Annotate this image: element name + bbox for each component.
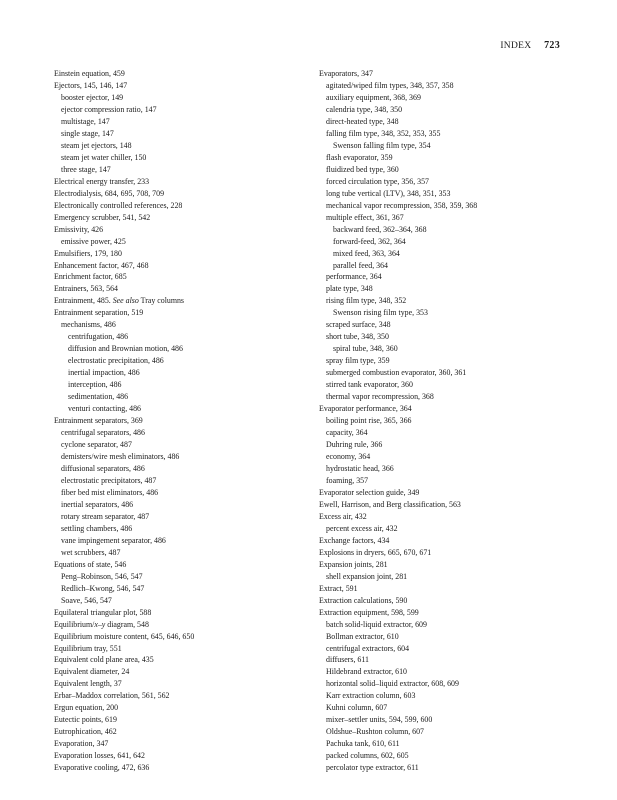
index-subentry: venturi contacting, 486 bbox=[68, 404, 141, 414]
index-subentry: diffusion and Brownian motion, 486 bbox=[68, 344, 183, 354]
index-column-right bbox=[319, 68, 569, 774]
index-entry: Exchange factors, 434 bbox=[319, 535, 390, 545]
index-subentry: direct-heated type, 348 bbox=[326, 116, 399, 126]
index-subentry: capacity, 364 bbox=[326, 428, 368, 438]
index-subentry: packed columns, 602, 605 bbox=[326, 751, 409, 761]
index-entry: Equivalent diameter, 24 bbox=[54, 667, 130, 677]
index-entry: Evaporative cooling, 472, 636 bbox=[54, 763, 150, 773]
index-subentry: falling film type, 348, 352, 353, 355 bbox=[326, 128, 441, 138]
index-subentry: performance, 364 bbox=[326, 272, 382, 282]
index-entry: Electronically controlled references, 228 bbox=[54, 200, 183, 210]
index-subentry: Peng–Robinson, 546, 547 bbox=[61, 571, 143, 581]
index-subentry: steam jet water chiller, 150 bbox=[61, 152, 147, 162]
index-subentry: forward-feed, 362, 364 bbox=[333, 236, 406, 246]
index-entry: Equilibrium moisture content, 645, 646, 650 bbox=[54, 631, 195, 641]
index-subentry: fiber bed mist eliminators, 486 bbox=[61, 487, 159, 497]
index-subentry: ejector compression ratio, 147 bbox=[61, 104, 157, 114]
index-subentry: multistage, 147 bbox=[61, 116, 110, 126]
index-subentry: diffusional separators, 486 bbox=[61, 463, 145, 473]
index-entry: Einstein equation, 459 bbox=[54, 69, 125, 78]
index-subentry: hydrostatic head, 366 bbox=[326, 463, 394, 473]
index-subentry: spray film type, 359 bbox=[326, 356, 390, 366]
index-subentry: percolator type extractor, 611 bbox=[326, 763, 419, 773]
index-subentry: batch solid-liquid extractor, 609 bbox=[326, 619, 427, 629]
index-entry: Eutectic points, 619 bbox=[54, 715, 117, 725]
index-entry: Evaporators, 347 bbox=[319, 69, 373, 78]
index-subentry: settling chambers, 486 bbox=[61, 523, 133, 533]
index-entry: Entrainment separators, 369 bbox=[54, 416, 143, 426]
index-subentry: auxiliary equipment, 368, 369 bbox=[326, 92, 421, 102]
index-subentry: mechanical vapor recompression, 358, 359, 368 bbox=[326, 200, 478, 210]
index-entry: Expansion joints, 281 bbox=[319, 559, 388, 569]
index-subentry: emissive power, 425 bbox=[61, 236, 126, 246]
index-entry: Ewell, Harrison, and Berg classification, 563 bbox=[319, 499, 461, 509]
index-subentry: centrifugal separators, 486 bbox=[61, 428, 145, 438]
index-subentry: horizontal solid–liquid extractor, 608, 609 bbox=[326, 679, 459, 689]
index-subentry: boiling point rise, 365, 366 bbox=[326, 416, 412, 426]
index-entry: Entrainment separation, 519 bbox=[54, 308, 144, 318]
index-subentry: inertial impaction, 486 bbox=[68, 368, 140, 378]
index-subentry: rotary stream separator, 487 bbox=[61, 511, 150, 521]
section-title: INDEX bbox=[500, 41, 532, 51]
index-entry: Equilibrium/x–y diagram, 548 bbox=[54, 619, 149, 629]
index-subentry: submerged combustion evaporator, 360, 361 bbox=[326, 368, 467, 378]
index-subentry: long tube vertical (LTV), 348, 351, 353 bbox=[326, 188, 451, 198]
index-entry: Equilibrium tray, 551 bbox=[54, 643, 122, 653]
index-subentry: Duhring rule, 366 bbox=[326, 440, 383, 450]
index-subentry: Swenson rising film type, 353 bbox=[333, 308, 428, 318]
index-entry: Entrainers, 563, 564 bbox=[54, 284, 118, 294]
index-subentry: fluidized bed type, 360 bbox=[326, 164, 399, 174]
index-entry: Emulsifiers, 179, 180 bbox=[54, 248, 122, 258]
index-subentry: Pachuka tank, 610, 611 bbox=[326, 739, 400, 749]
index-entry: Equilateral triangular plot, 588 bbox=[54, 607, 152, 617]
index-entry: Ergun equation, 200 bbox=[54, 703, 119, 713]
index-subentry: stirred tank evaporator, 360 bbox=[326, 380, 413, 390]
index-subentry: three stage, 147 bbox=[61, 164, 111, 174]
index-entry: Evaporator selection guide, 349 bbox=[319, 487, 420, 497]
index-subentry: cyclone separator, 487 bbox=[61, 440, 132, 450]
index-subentry: Swenson falling film type, 354 bbox=[333, 140, 431, 150]
index-entry: Explosions in dryers, 665, 670, 671 bbox=[319, 547, 432, 557]
index-entry: Extraction calculations, 590 bbox=[319, 595, 408, 605]
index-subentry: mixed feed, 363, 364 bbox=[333, 248, 400, 258]
index-subentry: parallel feed, 364 bbox=[333, 260, 388, 270]
index-entry: Evaporation, 347 bbox=[54, 739, 109, 749]
index-subentry: centrifugation, 486 bbox=[68, 332, 129, 342]
page-number: 723 bbox=[544, 40, 560, 51]
index-column-left bbox=[54, 68, 304, 774]
index-subentry: single stage, 147 bbox=[61, 128, 114, 138]
index-subentry: Redlich–Kwong, 546, 547 bbox=[61, 583, 145, 593]
index-entry: Extraction equipment, 598, 599 bbox=[319, 607, 419, 617]
running-header bbox=[500, 40, 560, 51]
index-entry: Eutrophication, 462 bbox=[54, 727, 117, 737]
index-subentry: shell expansion joint, 281 bbox=[326, 571, 408, 581]
index-subentry: Karr extraction column, 603 bbox=[326, 691, 416, 701]
index-subentry: interception, 486 bbox=[68, 380, 122, 390]
index-subentry: flash evaporator, 359 bbox=[326, 152, 393, 162]
index-subentry: demisters/wire mesh eliminators, 486 bbox=[61, 452, 180, 461]
index-subentry: Oldshue–Rushton column, 607 bbox=[326, 727, 424, 737]
index-subentry: economy, 364 bbox=[326, 452, 371, 461]
index-subentry: forced circulation type, 356, 357 bbox=[326, 176, 429, 186]
index-entry: Enrichment factor, 685 bbox=[54, 272, 127, 282]
index-entry: Excess air, 432 bbox=[319, 511, 367, 521]
index-subentry: foaming, 357 bbox=[326, 475, 369, 485]
index-subentry: rising film type, 348, 352 bbox=[326, 296, 407, 306]
index-entry: Erbar–Maddox correlation, 561, 562 bbox=[54, 691, 170, 701]
index-entry: Emergency scrubber, 541, 542 bbox=[54, 212, 151, 222]
index-subentry: wet scrubbers, 487 bbox=[61, 547, 121, 557]
index-subentry: agitated/wiped film types, 348, 357, 358 bbox=[326, 80, 454, 90]
index-subentry: diffusers, 611 bbox=[326, 655, 369, 665]
index-subentry: Soave, 546, 547 bbox=[61, 595, 112, 605]
index-entry: Equivalent cold plane area, 435 bbox=[54, 655, 154, 665]
index-entry: Extract, 591 bbox=[319, 583, 358, 593]
index-subentry: inertial separators, 486 bbox=[61, 499, 134, 509]
index-subentry: electrostatic precipitation, 486 bbox=[68, 356, 164, 366]
index-subentry: plate type, 348 bbox=[326, 284, 373, 294]
index-subentry: backward feed, 362–364, 368 bbox=[333, 224, 427, 234]
index-subentry: scraped surface, 348 bbox=[326, 320, 391, 330]
index-subentry: booster ejector, 149 bbox=[61, 92, 124, 102]
index-subentry: sedimentation, 486 bbox=[68, 392, 129, 402]
index-subentry: mechanisms, 486 bbox=[61, 320, 116, 330]
index-entry: Equations of state, 546 bbox=[54, 559, 127, 569]
index-subentry: spiral tube, 348, 360 bbox=[333, 344, 398, 354]
index-entry: Evaporator performance, 364 bbox=[319, 404, 412, 414]
index-entry: Evaporation losses, 641, 642 bbox=[54, 751, 145, 761]
index-subentry: Hildebrand extractor, 610 bbox=[326, 667, 407, 677]
index-subentry: centrifugal extractors, 604 bbox=[326, 643, 410, 653]
index-subentry: Kuhni column, 607 bbox=[326, 703, 388, 713]
index-entry: Emissivity, 426 bbox=[54, 224, 104, 234]
index-subentry: electrostatic precipitators, 487 bbox=[61, 475, 157, 485]
index-entry: Entrainment, 485. See also Tray columns bbox=[54, 296, 184, 306]
index-entry: Electrical energy transfer, 233 bbox=[54, 176, 150, 186]
index-subentry: thermal vapor recompression, 368 bbox=[326, 392, 434, 402]
index-subentry: mixer–settler units, 594, 599, 600 bbox=[326, 715, 433, 725]
index-subentry: Bollman extractor, 610 bbox=[326, 631, 399, 641]
index-entry: Electrodialysis, 684, 695, 708, 709 bbox=[54, 188, 165, 198]
index-subentry: multiple effect, 361, 367 bbox=[326, 212, 404, 222]
index-entry: Equivalent length, 37 bbox=[54, 679, 122, 689]
index-subentry: short tube, 348, 350 bbox=[326, 332, 389, 342]
index-subentry: percent excess air, 432 bbox=[326, 523, 398, 533]
index-subentry: steam jet ejectors, 148 bbox=[61, 140, 132, 150]
index-entry: Ejectors, 145, 146, 147 bbox=[54, 80, 128, 90]
index-subentry: vane impingement separator, 486 bbox=[61, 535, 166, 545]
index-entry: Enhancement factor, 467, 468 bbox=[54, 260, 149, 270]
index-subentry: calendria type, 348, 350 bbox=[326, 104, 403, 114]
